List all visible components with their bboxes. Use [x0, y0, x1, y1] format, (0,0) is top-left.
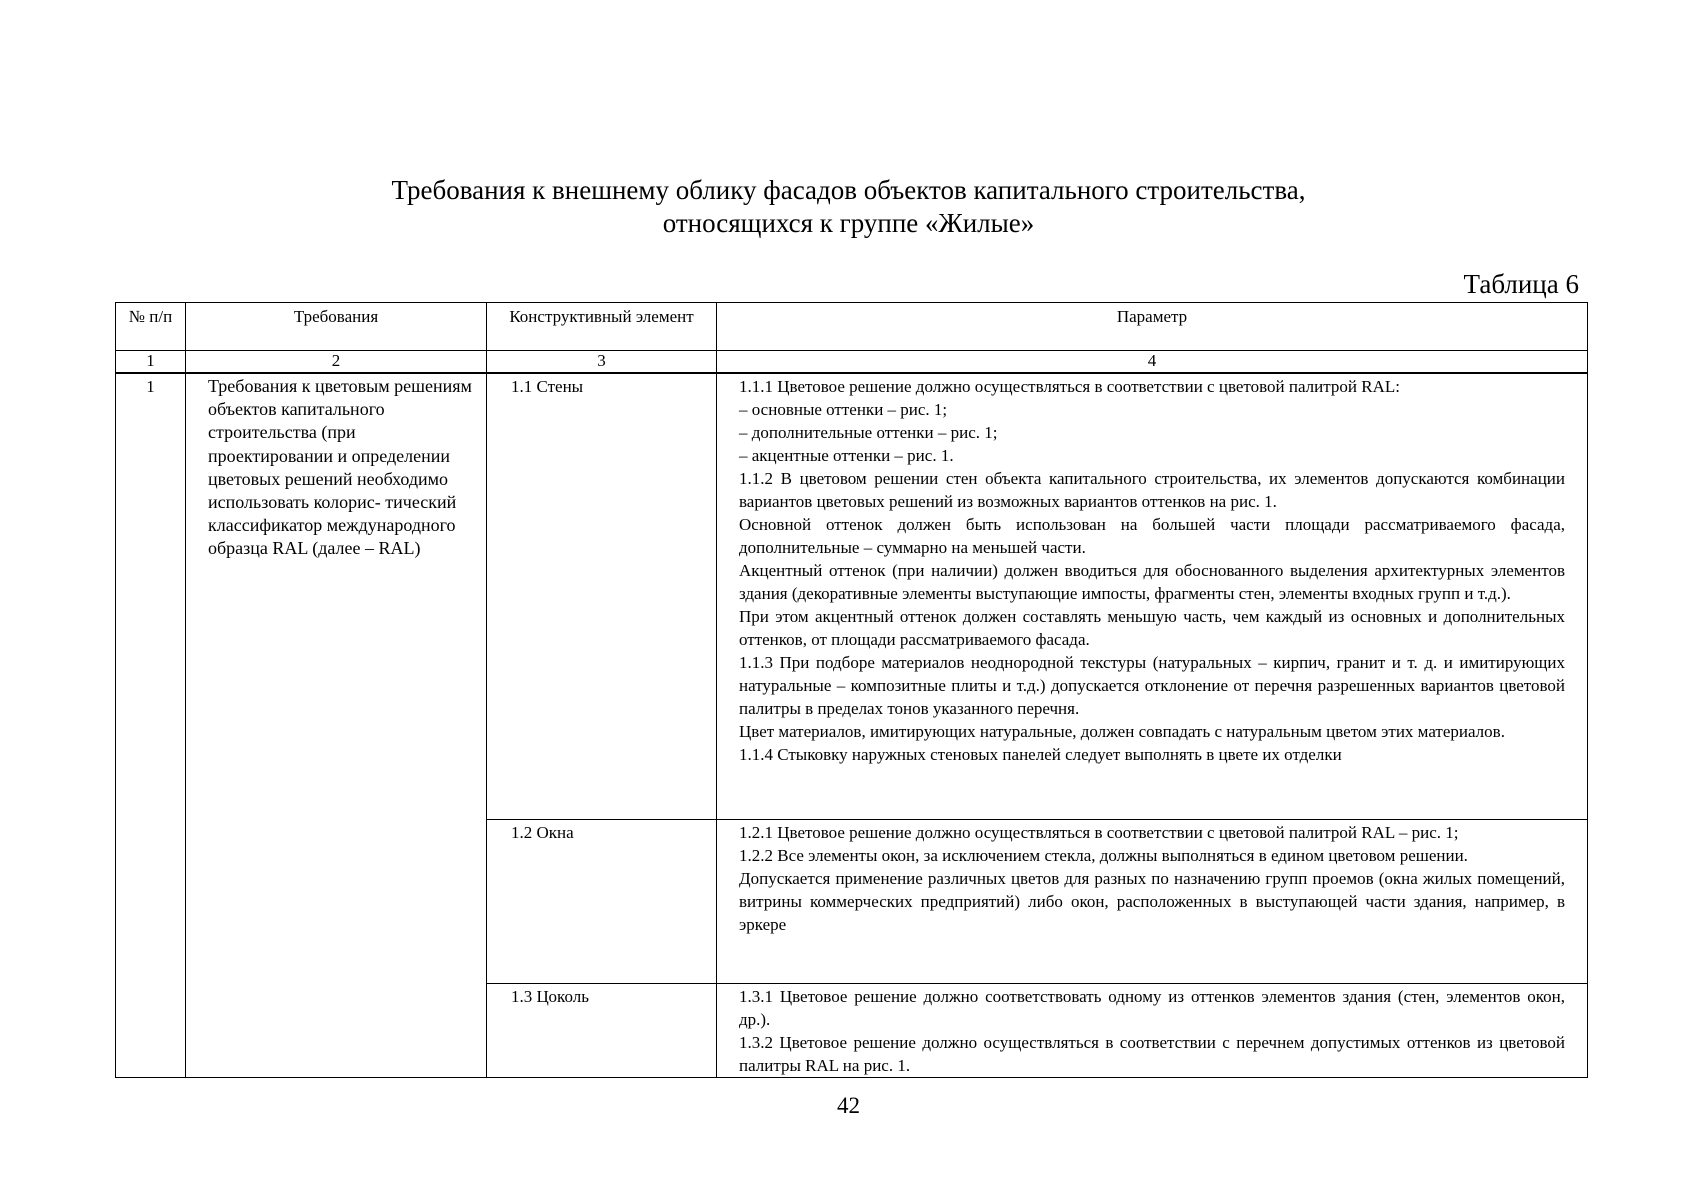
parameter-line: 1.2.2 Все элементы окон, за исключением стекла, должны выполняться в едином цветовом решении. [739, 845, 1468, 865]
requirement-text: Требования к цветовым решениям объектов капитального строительства (при проектировании и определении цветовых решений необходимо использовать колорис- тический классификатор международного образца RAL (далее – RAL) [186, 373, 487, 1077]
parameter-line: 1.1.2 В цветовом решении стен объекта капитального строительства, их элементов допускаются комбинации вариантов цветовых решений из возможных вариантов оттенков на рис. 1. [739, 469, 1565, 511]
table-label: Таблица 6 [1463, 269, 1579, 299]
row-number: 1 [116, 373, 186, 1077]
column-number: 2 [186, 351, 487, 374]
parameter-line: Допускается применение различных цветов для разных по назначению групп проемов (окна жилых помещений, витрины коммерческих предприятий) либо окон, расположенных в выступающей части здания, например, в эркере [739, 868, 1565, 934]
parameter-plinth [717, 983, 1588, 1077]
parameter-line: 1.1.3 При подборе материалов неоднородной текстуры (натуральных – кирпич, гранит и т. д. и имитирующих натуральные – композитные плиты и т.д.) допускается отклонение от перечня разрешенных вариантов цветовой палитры в пределах тонов указанного перечня. [739, 653, 1565, 718]
parameter-line: – дополнительные оттенки – рис. 1; [739, 423, 998, 442]
document-title-line-1: Требования к внешнему облику фасадов объектов капитального строительства, [391, 175, 1306, 205]
element-windows: 1.2 Окна [487, 819, 717, 983]
element-plinth: 1.3 Цоколь [487, 983, 717, 1077]
document-title [0, 174, 1697, 240]
parameter-line: При этом акцентный оттенок должен составлять меньшую часть, чем каждый из основных и дополнительных оттенков, от площади рассматриваемого фасада. [739, 607, 1565, 649]
parameter-line: 1.2.1 Цветовое решение должно осуществляться в соответствии с цветовой палитрой RAL – рис. 1; [739, 822, 1459, 842]
header-requirements: Требования [186, 303, 487, 351]
parameter-line: 1.1.4 Стыковку наружных стеновых панелей следует выполнять в цвете их отделки [739, 745, 1342, 764]
table-row [116, 373, 1588, 819]
column-number: 4 [717, 351, 1588, 374]
parameter-line: Цвет материалов, имитирующих натуральные, должен совпадать с натуральным цветом этих материалов. [739, 722, 1505, 741]
column-number-row [116, 351, 1588, 374]
parameter-windows [717, 819, 1588, 983]
parameter-walls [717, 373, 1588, 819]
document-title-line-2: относящихся к группе «Жилые» [662, 208, 1035, 238]
header-parameter: Параметр [717, 303, 1588, 351]
header-element: Конструктивный элемент [487, 303, 717, 351]
page-number: 42 [837, 1093, 860, 1118]
header-num: № п/п [116, 303, 186, 351]
parameter-line: Основной оттенок должен быть использован на большей части площади рассматриваемого фасада, дополнительные – суммарно на меньшей части. [739, 515, 1565, 557]
parameter-line: – акцентные оттенки – рис. 1. [739, 446, 954, 465]
parameter-line: 1.3.1 Цветовое решение должно соответствовать одному из оттенков элементов здания (стен, элементов окон, др.). [739, 986, 1565, 1029]
parameter-line: 1.1.1 Цветовое решение должно осуществляться в соответствии с цветовой палитрой RAL: [739, 377, 1400, 396]
parameter-line: – основные оттенки – рис. 1; [739, 400, 948, 419]
parameter-line: Акцентный оттенок (при наличии) должен вводиться для обоснованного выделения архитектурных элементов здания (декоративные элементы выступающие импосты, фрагменты стен, элементы входных групп и т.д.). [739, 561, 1565, 603]
column-number: 1 [116, 351, 186, 374]
requirements-table [115, 302, 1588, 1078]
table-header-row [116, 303, 1588, 351]
element-walls: 1.1 Стены [487, 373, 717, 819]
parameter-line: 1.3.2 Цветовое решение должно осуществляться в соответствии с перечнем допустимых оттенков из цветовой палитры RAL на рис. 1. [739, 1032, 1565, 1075]
column-number: 3 [487, 351, 717, 374]
